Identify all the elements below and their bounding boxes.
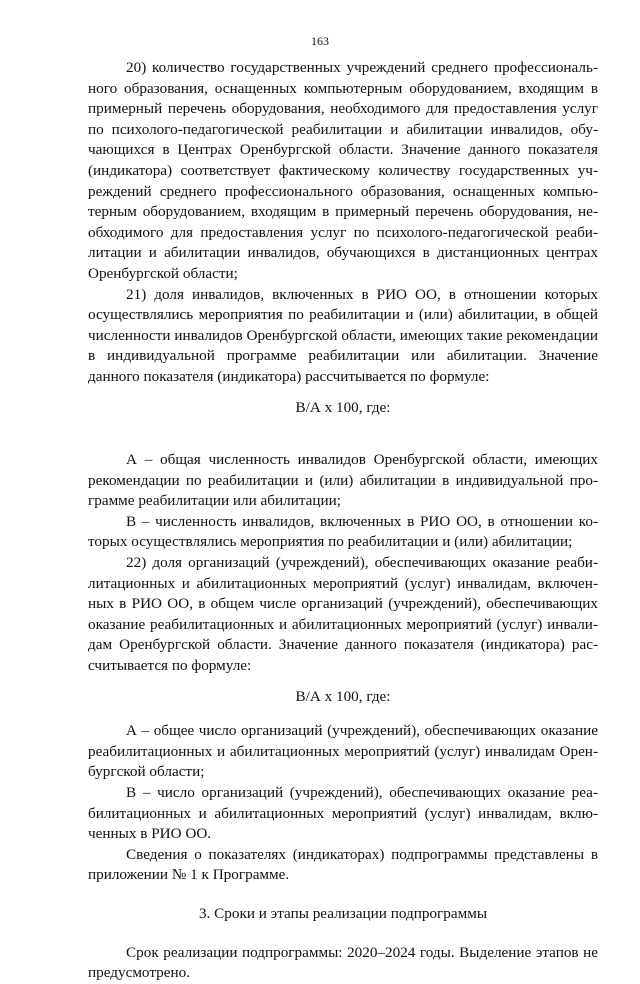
paragraph-indicators-info: Сведения о показателях (индикаторах) подпрограммы представлены в приложении № 1 к Программе.: [88, 845, 598, 884]
paragraph-indicator-22: 22) доля организаций (учреждений), обеспечивающих оказание реабилитационных и абилитационных мероприятий (услуг) инвалидам, включенных в РИО ОО, в общем числе организаций (учреждений), обеспечивающих оказание реабилитационных и абилитационных мероприятий (услуг) инвалидам Оренбургской области. Значение данного показателя (индикатора) рассчитывается по формуле:: [88, 554, 598, 675]
formula-indicator-22: В/А х 100, где:: [295, 687, 391, 705]
definition-b-indicator-21: В – численность инвалидов, включенных в РИО ОО, в отношении которых осуществлялись мероприятия по реабилитации и (или) абилитации;: [88, 512, 598, 551]
document-body: [88, 58, 598, 984]
formula-indicator-21: В/А х 100, где:: [295, 398, 391, 416]
paragraph-indicator-21: 21) доля инвалидов, включенных в РИО ОО, в отношении которых осуществлялись мероприятия по реабилитации и (или) абилитации, в общей численности инвалидов Оренбургской области, имеющих такие рекомендации в индивидуальной программе реабилитации или абилитации. Значение данного показателя (индикатора) рассчитывается по формуле:: [88, 285, 598, 385]
page-number: 163: [311, 34, 329, 48]
section-heading: 3. Сроки и этапы реализации подпрограммы: [198, 904, 488, 922]
definition-a-indicator-21: А – общая численность инвалидов Оренбургской области, имеющих рекомендации по реабилитации и (или) абилитации в индивидуальной программе реабилитации или абилитации;: [88, 451, 598, 510]
definition-a-indicator-22: А – общее число организаций (учреждений), обеспечивающих оказание реабилитационных и абилитационных мероприятий (услуг) инвалидам Оренбургской области;: [88, 722, 598, 781]
paragraph-terms: Срок реализации подпрограммы: 2020–2024 годы. Выделение этапов не предусмотрено.: [88, 943, 598, 982]
paragraph-indicator-20: 20) количество государственных учреждений среднего профессионального образования, оснащенных компьютерным оборудованием, входящим в примерный перечень оборудования, необходимого для предоставления услуг по психолого-педагогической реабилитации и абилитации инвалидов, обучающихся в Центрах Оренбургской области. Значение данного показателя (индикатора) соответствует фактическому количеству государственных учреждений среднего профессионального образования, оснащенных компьютерным оборудованием, входящим в примерный перечень оборудования, необходимого для предоставления услуг по психолого-педагогической реабилитации и абилитации инвалидов, обучающихся в дистанционных центрах Оренбургской области;: [88, 59, 598, 282]
definition-b-indicator-22: В – число организаций (учреждений), обеспечивающих оказание реабилитационных и абилитационных мероприятий (услуг) инвалидам, включенных в РИО ОО.: [88, 784, 598, 843]
